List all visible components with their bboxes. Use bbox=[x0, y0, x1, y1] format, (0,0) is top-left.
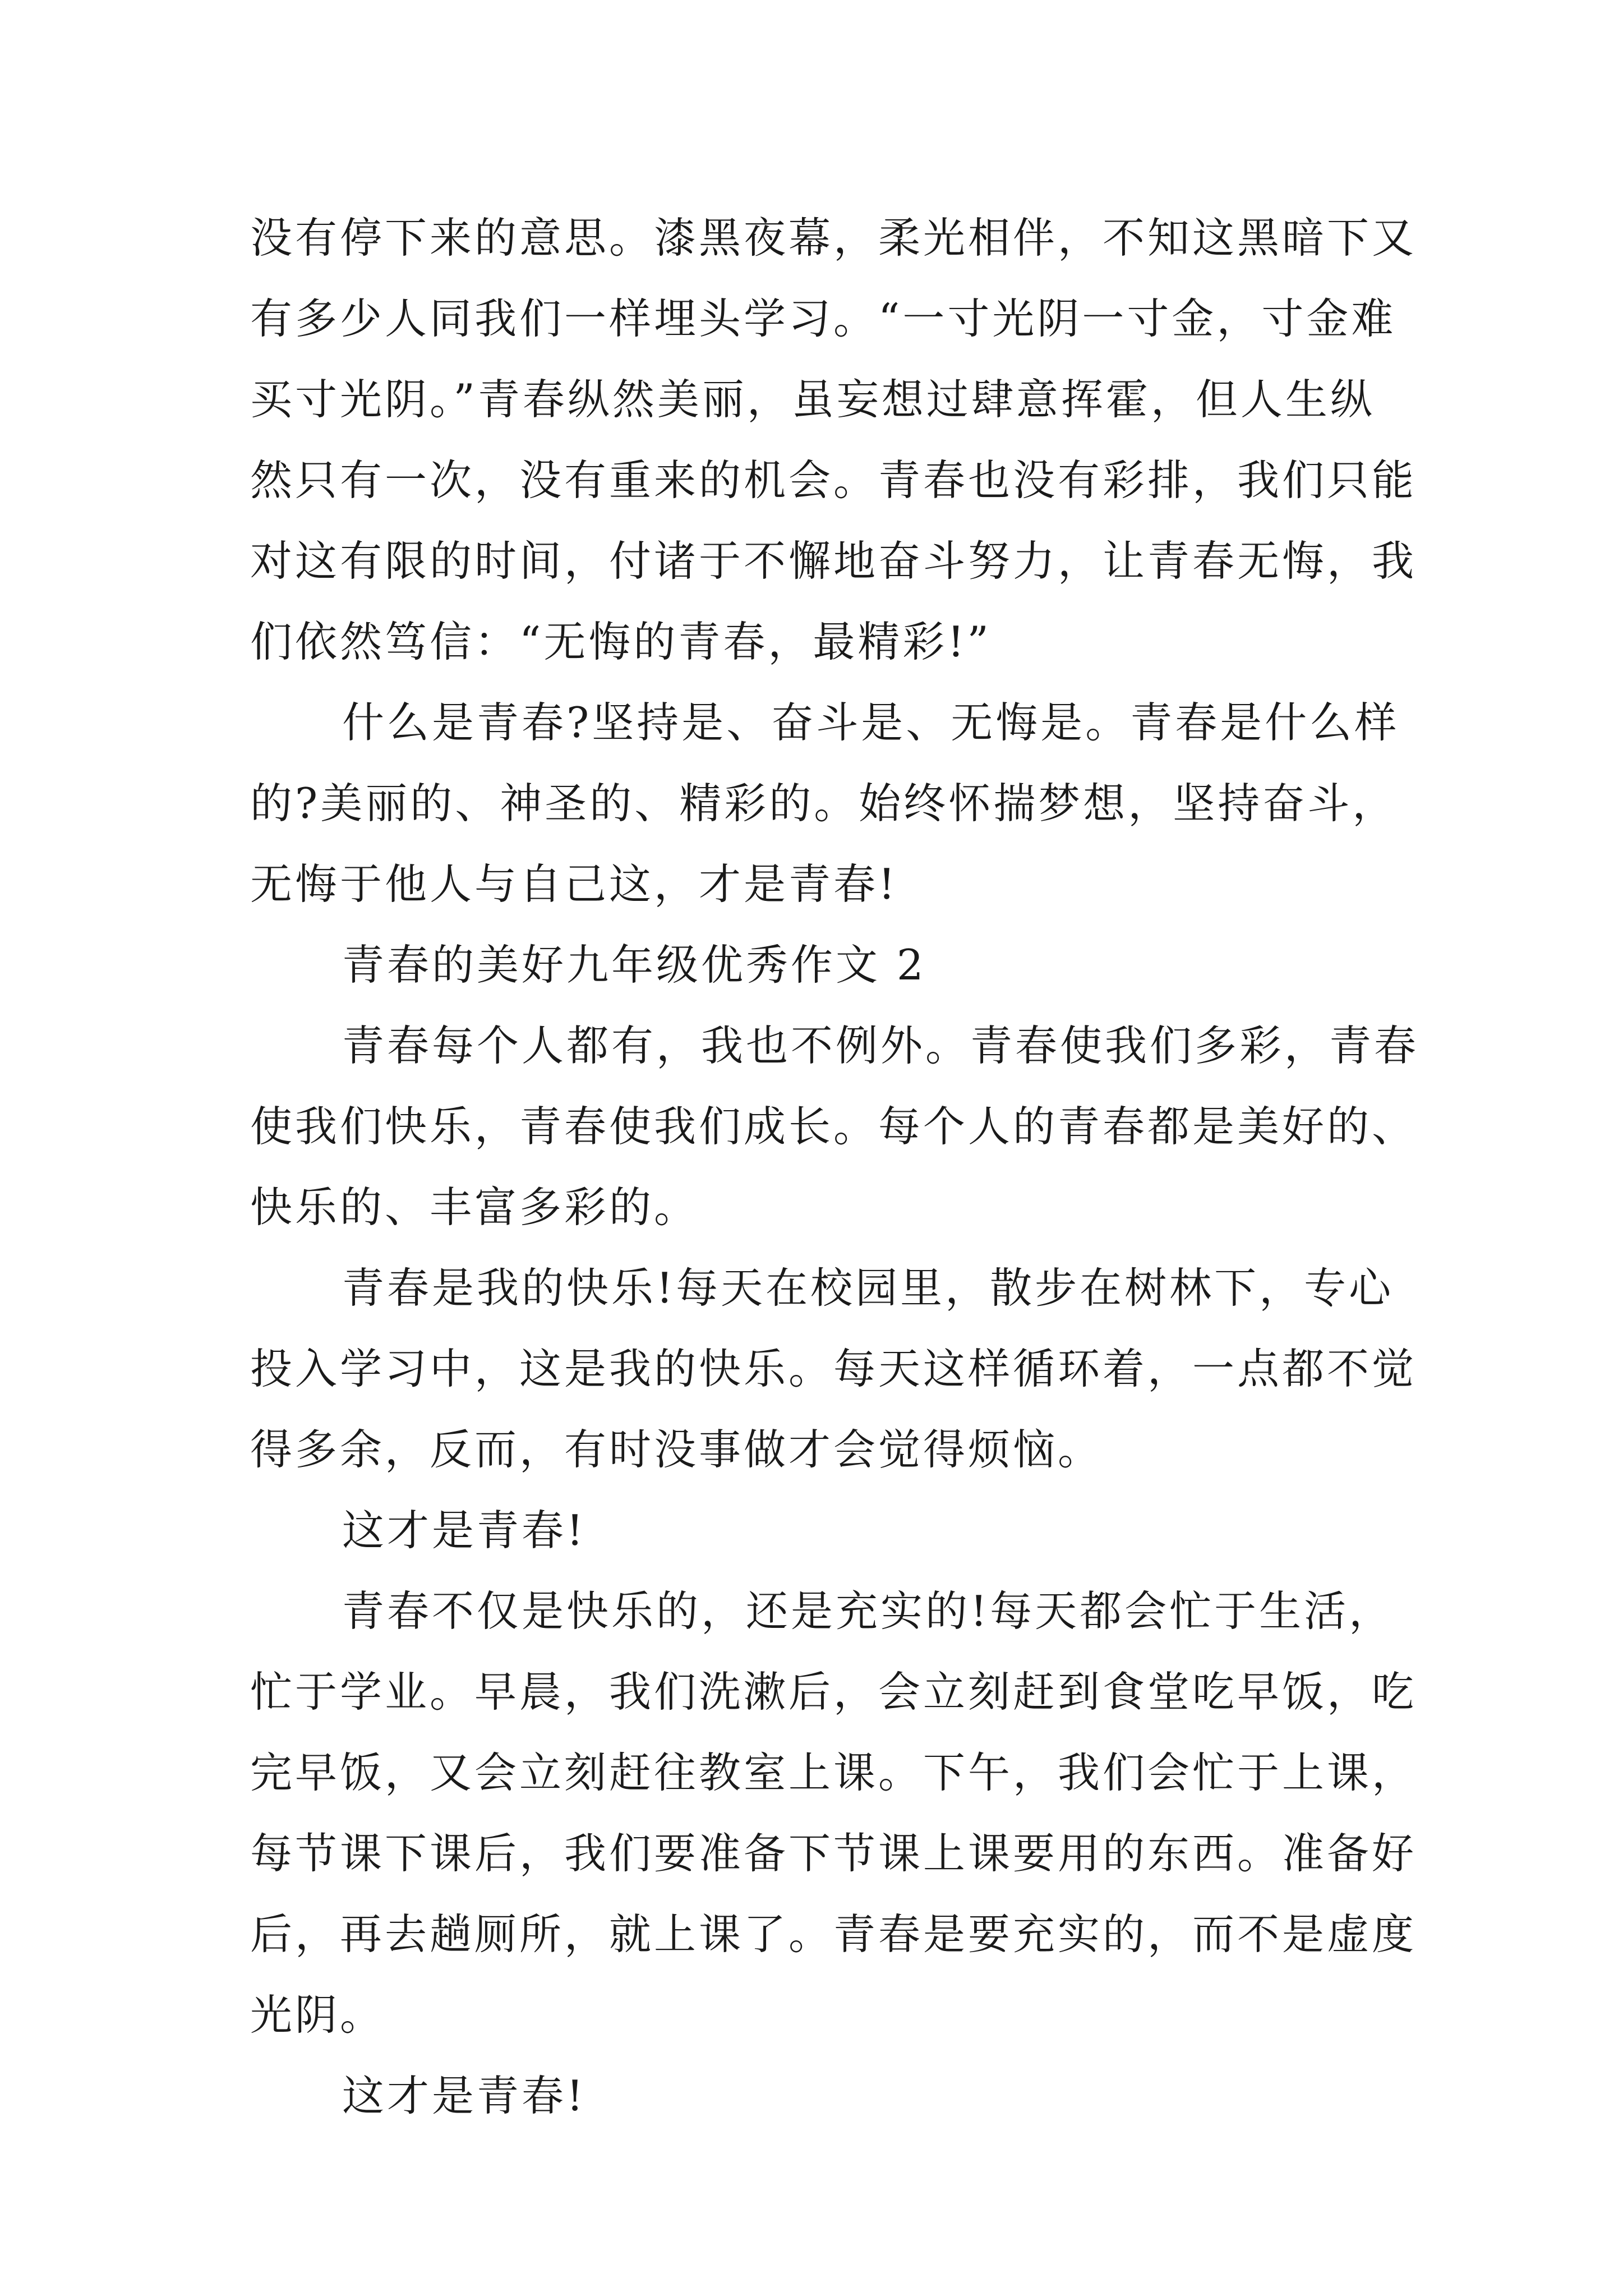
text-line: 的?美丽的、神圣的、精彩的。始终怀揣梦想，坚持奋斗， bbox=[250, 779, 1398, 828]
text-line: 对这有限的时间，付诸于不懈地奋斗努力，让青春无悔，我 bbox=[250, 536, 1417, 586]
document-page bbox=[250, 197, 1419, 2136]
text-line: 们依然笃信：“无悔的青春，最精彩!” bbox=[250, 617, 992, 666]
text-line: 无悔于他人与自己这，才是青春! bbox=[250, 859, 898, 909]
text-line: 没有停下来的意思。漆黑夜幕，柔光相伴，不知这黑暗下又 bbox=[250, 213, 1417, 263]
text-line: 得多余，反而，有时没事做才会觉得烦恼。 bbox=[250, 1425, 1103, 1474]
text-line: 青春不仅是快乐的，还是充实的!每天都会忙于生活， bbox=[342, 1586, 1394, 1636]
text-line: 什么是青春?坚持是、奋斗是、无悔是。青春是什么样 bbox=[342, 698, 1400, 747]
text-line: 每节课下课后，我们要准备下节课上课要用的东西。准备好 bbox=[250, 1829, 1417, 1878]
text-line: 光阴。 bbox=[250, 1990, 385, 2040]
text-line: 后，再去趟厕所，就上课了。青春是要充实的，而不是虚度 bbox=[250, 1910, 1417, 1959]
text-line: 完早饭，又会立刻赶往教室上课。下午，我们会忙于上课， bbox=[250, 1748, 1417, 1797]
text-line: 青春每个人都有，我也不例外。青春使我们多彩，青春 bbox=[342, 1021, 1419, 1070]
text-line: 青春的美好九年级优秀作文 2 bbox=[342, 940, 926, 990]
text-line: 使我们快乐，青春使我们成长。每个人的青春都是美好的、 bbox=[250, 1102, 1417, 1151]
text-line: 然只有一次，没有重来的机会。青春也没有彩排，我们只能 bbox=[250, 455, 1417, 505]
text-line: 投入学习中，这是我的快乐。每天这样循环着，一点都不觉 bbox=[250, 1344, 1417, 1393]
document-body bbox=[250, 197, 1419, 2136]
text-line: 这才是青春! bbox=[342, 1506, 587, 1555]
text-line: 有多少人同我们一样埋头学习。“一寸光阴一寸金，寸金难 bbox=[250, 294, 1396, 343]
text-line: 这才是青春! bbox=[342, 2071, 587, 2120]
text-line: 买寸光阴。”青春纵然美丽，虽妄想过肆意挥霍，但人生纵 bbox=[250, 375, 1375, 424]
text-line: 忙于学业。早晨，我们洗漱后，会立刻赶到食堂吃早饭，吃 bbox=[250, 1667, 1417, 1717]
text-line: 快乐的、丰富多彩的。 bbox=[250, 1182, 699, 1232]
text-line: 青春是我的快乐!每天在校园里，散步在树林下，专心 bbox=[342, 1263, 1394, 1313]
